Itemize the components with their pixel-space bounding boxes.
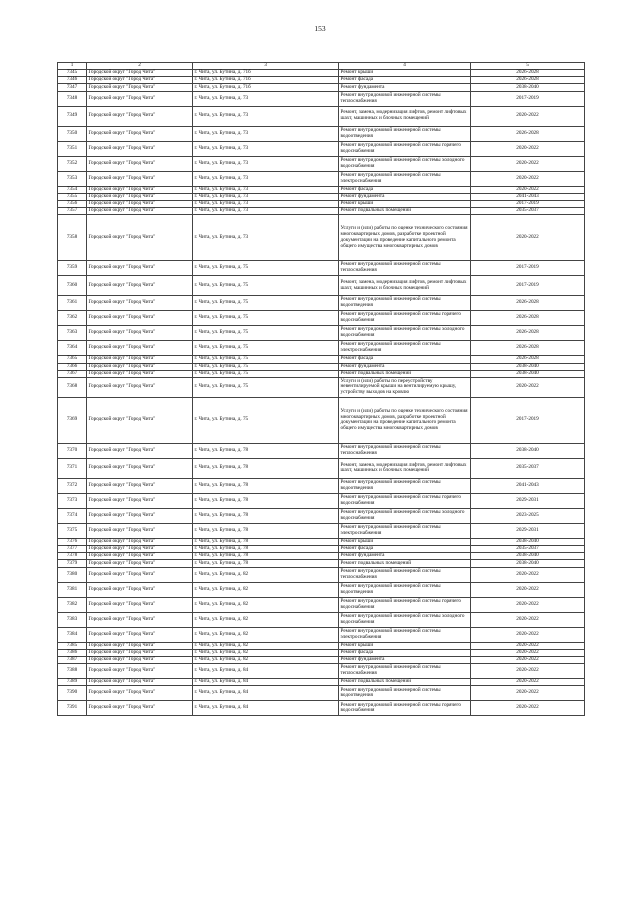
address-cell: г. Чита, ул. Бутина, д. 73 (193, 193, 339, 200)
page-number: 153 (314, 24, 326, 33)
municipality-cell: Городской округ "Город Чита" (87, 397, 193, 443)
row-number: 7352 (58, 156, 87, 171)
work-type-cell: Ремонт, замена, модернизация лифтов, ремонт лифтовых шахт, машинных и блочных помещений (339, 276, 471, 296)
table-row (58, 126, 585, 141)
municipality-cell: Городской округ "Город Чита" (87, 627, 193, 642)
row-number: 7357 (58, 208, 87, 215)
work-type-cell: Ремонт внутридомовой инженерной системы холодного водоснабжения (339, 612, 471, 627)
municipality-cell: Городской округ "Город Чита" (87, 311, 193, 326)
work-type-cell: Ремонт подвальных помещений (339, 370, 471, 377)
table-row (58, 261, 585, 276)
period-cell: 2020-2022 (471, 186, 585, 193)
work-type-cell: Ремонт внутридомовой инженерной системы теплоснабжения (339, 261, 471, 276)
address-cell: г. Чита, ул. Бутина, д. 75 (193, 363, 339, 370)
municipality-cell: Городской округ "Город Чита" (87, 106, 193, 126)
address-cell: г. Чита, ул. Бутина, д. 84 (193, 664, 339, 679)
address-cell: г. Чита, ул. Бутина, д. 82 (193, 657, 339, 664)
table-row (58, 377, 585, 397)
address-cell: г. Чита, ул. Бутина, д. 75 (193, 261, 339, 276)
period-cell: 2017-2019 (471, 261, 585, 276)
municipality-cell: Городской округ "Город Чита" (87, 553, 193, 560)
period-cell: 2020-2022 (471, 106, 585, 126)
table-row (58, 560, 585, 567)
table-row (58, 567, 585, 582)
row-number: 7353 (58, 171, 87, 186)
work-type-cell: Ремонт крыши (339, 642, 471, 649)
municipality-cell: Городской округ "Город Чита" (87, 171, 193, 186)
municipality-cell: Городской округ "Город Чита" (87, 657, 193, 664)
row-number: 7386 (58, 649, 87, 656)
address-cell: г. Чита, ул. Бутина, д. 73 (193, 171, 339, 186)
table-row (58, 582, 585, 597)
column-number: 2 (87, 63, 193, 70)
period-cell: 2020-2022 (471, 141, 585, 156)
address-cell: г. Чита, ул. Бутина, д. 73 (193, 91, 339, 106)
table-row (58, 341, 585, 356)
address-cell: г. Чита, ул. Бутина, д. 78 (193, 560, 339, 567)
address-cell: г. Чита, ул. Бутина, д. 75 (193, 356, 339, 363)
period-cell: 2038-2040 (471, 84, 585, 91)
work-type-cell: Ремонт внутридомовой инженерной системы теплоснабжения (339, 567, 471, 582)
work-type-cell: Ремонт внутридомовой инженерной системы электроснабжения (339, 523, 471, 538)
period-cell: 2017-2019 (471, 397, 585, 443)
work-type-cell: Ремонт, замена, модернизация лифтов, ремонт лифтовых шахт, машинных и блочных помещений (339, 458, 471, 478)
address-cell: г. Чита, ул. Бутина, д. 75 (193, 311, 339, 326)
row-number: 7367 (58, 370, 87, 377)
work-type-cell: Ремонт фундамента (339, 84, 471, 91)
work-type-cell: Ремонт внутридомовой инженерной системы горячего водоснабжения (339, 597, 471, 612)
period-cell: 2038-2040 (471, 553, 585, 560)
work-type-cell: Ремонт внутридомовой инженерной системы водоотведения (339, 296, 471, 311)
work-type-cell: Ремонт, замена, модернизация лифтов, ремонт лифтовых шахт, машинных и блочных помещений (339, 106, 471, 126)
municipality-cell: Городской округ "Город Чита" (87, 363, 193, 370)
address-cell: г. Чита, ул. Бутина, д. 84 (193, 679, 339, 686)
row-number: 7382 (58, 597, 87, 612)
row-number: 7391 (58, 701, 87, 716)
address-cell: г. Чита, ул. Бутина, д. 78 (193, 458, 339, 478)
row-number: 7365 (58, 356, 87, 363)
row-number: 7364 (58, 341, 87, 356)
table-row (58, 156, 585, 171)
capital-repair-table (57, 62, 585, 716)
period-cell: 2020-2022 (471, 215, 585, 261)
work-type-cell: Ремонт внутридомовой инженерной системы горячего водоснабжения (339, 701, 471, 716)
work-type-cell: Ремонт внутридомовой инженерной системы электроснабжения (339, 341, 471, 356)
municipality-cell: Городской округ "Город Чита" (87, 612, 193, 627)
period-cell: 2038-2040 (471, 443, 585, 458)
work-type-cell: Ремонт фасада (339, 356, 471, 363)
address-cell: г. Чита, ул. Бутина, д. 78 (193, 443, 339, 458)
period-cell: 2029-2031 (471, 493, 585, 508)
address-cell: г. Чита, ул. Бутина, д. 82 (193, 582, 339, 597)
work-type-cell: Ремонт подвальных помещений (339, 208, 471, 215)
municipality-cell: Городской округ "Город Чита" (87, 701, 193, 716)
address-cell: г. Чита, ул. Бутина, д. 84 (193, 701, 339, 716)
municipality-cell: Городской округ "Город Чита" (87, 493, 193, 508)
row-number: 7356 (58, 200, 87, 207)
municipality-cell: Городской округ "Город Чита" (87, 156, 193, 171)
address-cell: г. Чита, ул. Бутина, д. 73 (193, 200, 339, 207)
municipality-cell: Городской округ "Город Чита" (87, 597, 193, 612)
period-cell: 2020-2022 (471, 612, 585, 627)
row-number: 7375 (58, 523, 87, 538)
work-type-cell: Услуги и (или) работы по оценке технического состояния многоквартирных домов, разработке проектной документации на проведение капитального ремонта общего имущества многоквартирных домов (339, 215, 471, 261)
row-number: 7372 (58, 478, 87, 493)
row-number: 7383 (58, 612, 87, 627)
row-number: 7349 (58, 106, 87, 126)
work-type-cell: Ремонт внутридомовой инженерной системы водоотведения (339, 686, 471, 701)
period-cell: 2020-2022 (471, 627, 585, 642)
period-cell: 2026-2028 (471, 126, 585, 141)
period-cell: 2020-2022 (471, 156, 585, 171)
period-cell: 2038-2040 (471, 560, 585, 567)
row-number: 7385 (58, 642, 87, 649)
address-cell: г. Чита, ул. Бутина, д. 73 (193, 126, 339, 141)
table-row (58, 523, 585, 538)
table-row (58, 508, 585, 523)
period-cell: 2020-2022 (471, 597, 585, 612)
row-number: 7366 (58, 363, 87, 370)
row-number: 7347 (58, 84, 87, 91)
period-cell: 2023-2025 (471, 508, 585, 523)
row-number: 7345 (58, 70, 87, 77)
table-row (58, 91, 585, 106)
row-number: 7374 (58, 508, 87, 523)
table-row (58, 326, 585, 341)
address-cell: г. Чита, ул. Бутина, д. 73 (193, 106, 339, 126)
address-cell: г. Чита, ул. Бутина, д. 73 (193, 141, 339, 156)
period-cell: 2026-2028 (471, 70, 585, 77)
work-type-cell: Ремонт фасада (339, 649, 471, 656)
address-cell: г. Чита, ул. Бутина, д. 78 (193, 493, 339, 508)
row-number: 7369 (58, 397, 87, 443)
address-cell: г. Чита, ул. Бутина, д. 75 (193, 296, 339, 311)
work-type-cell: Ремонт крыши (339, 200, 471, 207)
row-number: 7368 (58, 377, 87, 397)
address-cell: г. Чита, ул. Бутина, д. 82 (193, 612, 339, 627)
row-number: 7380 (58, 567, 87, 582)
row-number: 7350 (58, 126, 87, 141)
address-cell: г. Чита, ул. Бутина, д. 75 (193, 341, 339, 356)
period-cell: 2020-2022 (471, 649, 585, 656)
municipality-cell: Городской округ "Город Чита" (87, 341, 193, 356)
row-number: 7373 (58, 493, 87, 508)
row-number: 7360 (58, 276, 87, 296)
table-row (58, 215, 585, 261)
period-cell: 2020-2022 (471, 657, 585, 664)
row-number: 7389 (58, 679, 87, 686)
row-number: 7363 (58, 326, 87, 341)
row-number: 7354 (58, 186, 87, 193)
period-cell: 2038-2040 (471, 363, 585, 370)
address-cell: г. Чита, ул. Бутина, д. 78 (193, 523, 339, 538)
table-row (58, 478, 585, 493)
table-row (58, 296, 585, 311)
address-cell: г. Чита, ул. Бутина, д. 78 (193, 538, 339, 545)
address-cell: г. Чита, ул. Бутина, д. 75 (193, 326, 339, 341)
work-type-cell: Услуги и (или) работы по оценке технического состояния многоквартирных домов, разработке проектной документации на проведение капитального ремонта общего имущества многоквартирных домов (339, 397, 471, 443)
address-cell: г. Чита, ул. Бутина, д. 84 (193, 686, 339, 701)
period-cell: 2020-2022 (471, 664, 585, 679)
municipality-cell: Городской округ "Город Чита" (87, 84, 193, 91)
municipality-cell: Городской округ "Город Чита" (87, 377, 193, 397)
row-number: 7370 (58, 443, 87, 458)
row-number: 7387 (58, 657, 87, 664)
municipality-cell: Городской округ "Город Чита" (87, 91, 193, 106)
period-cell: 2017-2019 (471, 276, 585, 296)
work-type-cell: Ремонт внутридомовой инженерной системы водоотведения (339, 126, 471, 141)
table-row (58, 701, 585, 716)
row-number: 7346 (58, 77, 87, 84)
column-number: 5 (471, 63, 585, 70)
address-cell: г. Чита, ул. Бутина, д. 71б (193, 77, 339, 84)
row-number: 7359 (58, 261, 87, 276)
work-type-cell: Ремонт фундамента (339, 553, 471, 560)
work-type-cell: Ремонт внутридомовой инженерной системы холодного водоснабжения (339, 156, 471, 171)
municipality-cell: Городской округ "Город Чита" (87, 478, 193, 493)
municipality-cell: Городской округ "Город Чита" (87, 560, 193, 567)
work-type-cell: Ремонт внутридомовой инженерной системы водоотведения (339, 478, 471, 493)
table-row (58, 686, 585, 701)
work-type-cell: Ремонт внутридомовой инженерной системы теплоснабжения (339, 91, 471, 106)
period-cell: 2017-2019 (471, 200, 585, 207)
table-row (58, 276, 585, 296)
address-cell: г. Чита, ул. Бутина, д. 82 (193, 567, 339, 582)
row-number: 7379 (58, 560, 87, 567)
period-cell: 2035-2037 (471, 546, 585, 553)
municipality-cell: Городской округ "Город Чита" (87, 77, 193, 84)
address-cell: г. Чита, ул. Бутина, д. 78 (193, 546, 339, 553)
row-number: 7362 (58, 311, 87, 326)
period-cell: 2026-2028 (471, 311, 585, 326)
row-number: 7348 (58, 91, 87, 106)
municipality-cell: Городской округ "Город Чита" (87, 126, 193, 141)
row-number: 7381 (58, 582, 87, 597)
table-row (58, 679, 585, 686)
work-type-cell: Услуги и (или) работы по переустройству невентилируемой крыши на вентилируемую крышу, устройству выходов на кровлю (339, 377, 471, 397)
address-cell: г. Чита, ул. Бутина, д. 73 (193, 156, 339, 171)
municipality-cell: Городской округ "Город Чита" (87, 193, 193, 200)
period-cell: 2035-2037 (471, 458, 585, 478)
municipality-cell: Городской округ "Город Чита" (87, 186, 193, 193)
work-type-cell: Ремонт внутридомовой инженерной системы горячего водоснабжения (339, 493, 471, 508)
row-number: 7351 (58, 141, 87, 156)
table-row (58, 657, 585, 664)
row-number: 7376 (58, 538, 87, 545)
period-cell: 2020-2022 (471, 686, 585, 701)
municipality-cell: Городской округ "Город Чита" (87, 200, 193, 207)
period-cell: 2020-2022 (471, 582, 585, 597)
address-cell: г. Чита, ул. Бутина, д. 71б (193, 70, 339, 77)
work-type-cell: Ремонт внутридомовой инженерной системы холодного водоснабжения (339, 326, 471, 341)
work-type-cell: Ремонт фасада (339, 77, 471, 84)
address-cell: г. Чита, ул. Бутина, д. 82 (193, 597, 339, 612)
row-number: 7371 (58, 458, 87, 478)
table-row (58, 627, 585, 642)
work-type-cell: Ремонт подвальных помещений (339, 679, 471, 686)
table-row (58, 208, 585, 215)
work-type-cell: Ремонт внутридомовой инженерной системы горячего водоснабжения (339, 311, 471, 326)
municipality-cell: Городской округ "Город Чита" (87, 208, 193, 215)
table-row (58, 311, 585, 326)
period-cell: 2029-2031 (471, 523, 585, 538)
work-type-cell: Ремонт подвальных помещений (339, 560, 471, 567)
table-row (58, 141, 585, 156)
work-type-cell: Ремонт крыши (339, 538, 471, 545)
work-type-cell: Ремонт внутридомовой инженерной системы электроснабжения (339, 627, 471, 642)
row-number: 7378 (58, 553, 87, 560)
municipality-cell: Городской округ "Город Чита" (87, 679, 193, 686)
period-cell: 2026-2028 (471, 356, 585, 363)
table-row (58, 553, 585, 560)
row-number: 7355 (58, 193, 87, 200)
work-type-cell: Ремонт внутридомовой инженерной системы теплоснабжения (339, 443, 471, 458)
table-row (58, 106, 585, 126)
address-cell: г. Чита, ул. Бутина, д. 82 (193, 642, 339, 649)
municipality-cell: Городской округ "Город Чита" (87, 649, 193, 656)
row-number: 7384 (58, 627, 87, 642)
period-cell: 2026-2028 (471, 77, 585, 84)
address-cell: г. Чита, ул. Бутина, д. 73 (193, 215, 339, 261)
period-cell: 2020-2022 (471, 701, 585, 716)
work-type-cell: Ремонт фундамента (339, 363, 471, 370)
row-number: 7358 (58, 215, 87, 261)
period-cell: 2026-2028 (471, 341, 585, 356)
address-cell: г. Чита, ул. Бутина, д. 73 (193, 186, 339, 193)
table-body (58, 70, 585, 716)
table-row (58, 370, 585, 377)
work-type-cell: Ремонт фасада (339, 546, 471, 553)
address-cell: г. Чита, ул. Бутина, д. 75 (193, 276, 339, 296)
column-number: 3 (193, 63, 339, 70)
period-cell: 2038-2040 (471, 370, 585, 377)
work-type-cell: Ремонт фасада (339, 186, 471, 193)
municipality-cell: Городской округ "Город Чита" (87, 370, 193, 377)
municipality-cell: Городской округ "Город Чита" (87, 70, 193, 77)
period-cell: 2020-2022 (471, 642, 585, 649)
period-cell: 2020-2022 (471, 679, 585, 686)
address-cell: г. Чита, ул. Бутина, д. 75 (193, 377, 339, 397)
address-cell: г. Чита, ул. Бутина, д. 78 (193, 478, 339, 493)
table-row (58, 458, 585, 478)
address-cell: г. Чита, ул. Бутина, д. 75 (193, 397, 339, 443)
period-cell: 2026-2028 (471, 296, 585, 311)
municipality-cell: Городской округ "Город Чита" (87, 546, 193, 553)
work-type-cell: Ремонт внутридомовой инженерной системы водоотведения (339, 582, 471, 597)
address-cell: г. Чита, ул. Бутина, д. 82 (193, 649, 339, 656)
row-number: 7388 (58, 664, 87, 679)
period-cell: 2020-2022 (471, 567, 585, 582)
municipality-cell: Городской округ "Город Чита" (87, 276, 193, 296)
row-number: 7361 (58, 296, 87, 311)
municipality-cell: Городской округ "Город Чита" (87, 261, 193, 276)
period-cell: 2020-2022 (471, 171, 585, 186)
municipality-cell: Городской округ "Город Чита" (87, 567, 193, 582)
period-cell: 2017-2019 (471, 91, 585, 106)
municipality-cell: Городской округ "Город Чита" (87, 523, 193, 538)
municipality-cell: Городской округ "Город Чита" (87, 443, 193, 458)
municipality-cell: Городской округ "Город Чита" (87, 215, 193, 261)
municipality-cell: Городской округ "Город Чита" (87, 141, 193, 156)
address-cell: г. Чита, ул. Бутина, д. 75 (193, 370, 339, 377)
table-row (58, 493, 585, 508)
municipality-cell: Городской округ "Город Чита" (87, 326, 193, 341)
municipality-cell: Городской округ "Город Чита" (87, 356, 193, 363)
municipality-cell: Городской округ "Город Чита" (87, 296, 193, 311)
municipality-cell: Городской округ "Город Чита" (87, 686, 193, 701)
municipality-cell: Городской округ "Город Чита" (87, 582, 193, 597)
period-cell: 2035-2037 (471, 208, 585, 215)
period-cell: 2038-2040 (471, 538, 585, 545)
table-row (58, 443, 585, 458)
municipality-cell: Городской округ "Город Чита" (87, 664, 193, 679)
table-row (58, 77, 585, 84)
table-row (58, 356, 585, 363)
table-row (58, 612, 585, 627)
work-type-cell: Ремонт внутридомовой инженерной системы горячего водоснабжения (339, 141, 471, 156)
period-cell: 2041-2043 (471, 478, 585, 493)
work-type-cell: Ремонт внутридомовой инженерной системы электроснабжения (339, 171, 471, 186)
column-number: 1 (58, 63, 87, 70)
work-type-cell: Ремонт фундамента (339, 657, 471, 664)
table-row (58, 397, 585, 443)
municipality-cell: Городской округ "Город Чита" (87, 538, 193, 545)
table-row (58, 664, 585, 679)
table-row (58, 597, 585, 612)
row-number: 7390 (58, 686, 87, 701)
address-cell: г. Чита, ул. Бутина, д. 78 (193, 553, 339, 560)
table-row (58, 171, 585, 186)
municipality-cell: Городской округ "Город Чита" (87, 458, 193, 478)
address-cell: г. Чита, ул. Бутина, д. 71б (193, 84, 339, 91)
row-number: 7377 (58, 546, 87, 553)
address-cell: г. Чита, ул. Бутина, д. 82 (193, 627, 339, 642)
municipality-cell: Городской округ "Город Чита" (87, 642, 193, 649)
work-type-cell: Ремонт внутридомовой инженерной системы холодного водоснабжения (339, 508, 471, 523)
work-type-cell: Ремонт крыши (339, 70, 471, 77)
address-cell: г. Чита, ул. Бутина, д. 73 (193, 208, 339, 215)
period-cell: 2026-2028 (471, 326, 585, 341)
work-type-cell: Ремонт фундамента (339, 193, 471, 200)
table-row (58, 84, 585, 91)
municipality-cell: Городской округ "Город Чита" (87, 508, 193, 523)
period-cell: 2041-2043 (471, 193, 585, 200)
column-number: 4 (339, 63, 471, 70)
period-cell: 2020-2022 (471, 377, 585, 397)
work-type-cell: Ремонт внутридомовой инженерной системы теплоснабжения (339, 664, 471, 679)
address-cell: г. Чита, ул. Бутина, д. 78 (193, 508, 339, 523)
